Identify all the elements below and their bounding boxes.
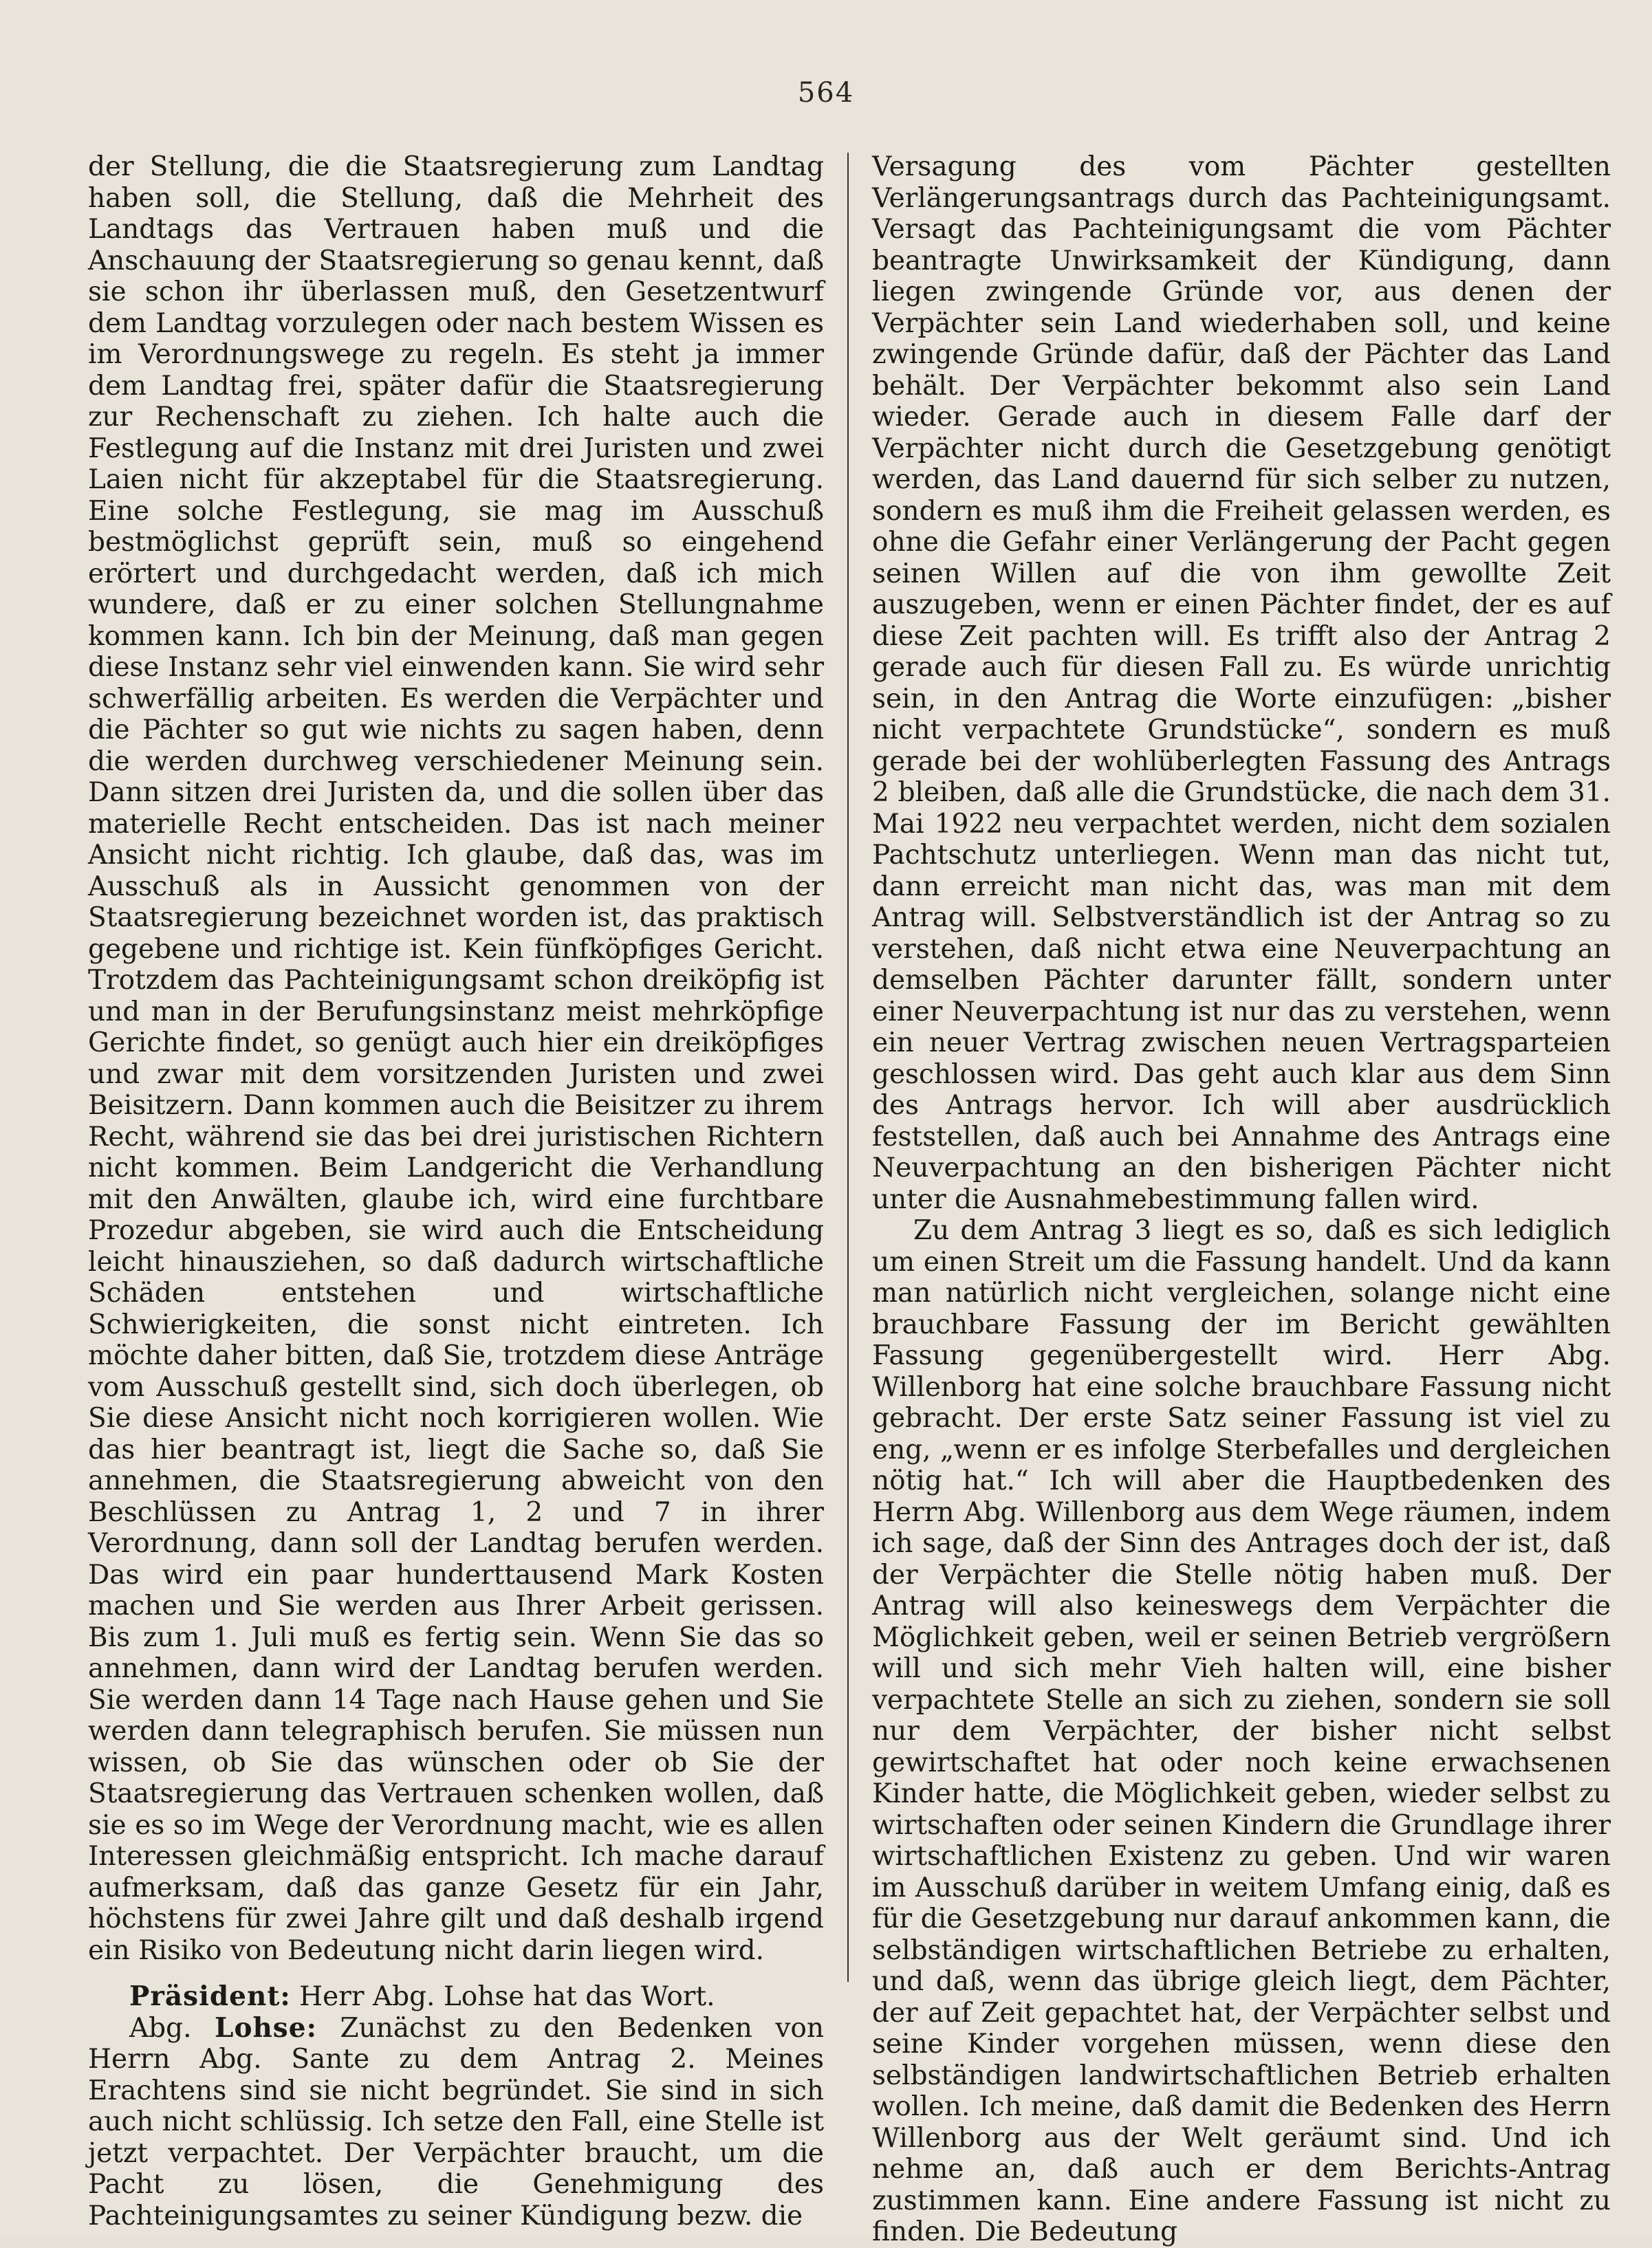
paragraph-text: Zunächst zu den Bedenken von Herrn Abg. Sante zu dem Antrag 2. Meines Erachtens sind sie nicht begründet. Sie sind in sich auch nicht schlüssig. Ich setze den Fall, eine Stelle ist jetzt verpachtet. Der Verpächter braucht, um die Pacht zu lösen, die Genehmigung des Pachteinigungsamtes zu seiner Kündigung bezw. die: [88, 2012, 824, 2231]
speaker-paragraph: [88, 2013, 824, 2232]
speaker-name: Lohse:: [215, 2011, 317, 2044]
page-number: 564: [797, 77, 855, 109]
right-column: [872, 151, 1611, 2247]
left-column: [88, 151, 824, 2231]
paragraph-text: Herr Abg. Lohse hat das Wort.: [290, 1981, 715, 2012]
paragraph: der Stellung, die die Staatsregierung zum Landtag haben soll, die Stellung, daß die Mehrheit des Landtags das Vertrauen haben muß und die Anschauung der Staatsregierung so genau kennt, daß sie schon ihr überlassen muß, den Gesetzentwurf dem Landtag vorzulegen oder nach bestem Wissen es im Verordnungswege zu regeln. Es steht ja immer dem Landtag frei, später dafür die Staatsregierung zur Rechenschaft zu ziehen. Ich halte auch die Festlegung auf die Instanz mit drei Juristen und zwei Laien nicht für akzeptabel für die Staatsregierung. Eine solche Festlegung, sie mag im Ausschuß bestmöglichst geprüft sein, muß so eingehend erörtert und durchgedacht werden, daß ich mich wundere, daß er zu einer solchen Stellungnahme kommen kann. Ich bin der Meinung, daß man gegen diese Instanz sehr viel einwenden kann. Sie wird sehr schwerfällig arbeiten. Es werden die Verpächter und die Pächter so gut wie nichts zu sagen haben, denn die werden durchweg verschiedener Meinung sein. Dann sitzen drei Juristen da, und die sollen über das materielle Recht entscheiden. Das ist nach meiner Ansicht nicht richtig. Ich glaube, daß das, was im Ausschuß als in Aussicht genommen von der Staatsregierung bezeichnet worden ist, das praktisch gegebene und richtige ist. Kein fünfköpfiges Gericht. Trotzdem das Pachteinigungsamt schon dreiköpfig ist und man in der Berufungsinstanz meist mehrköpfige Gerichte findet, so genügt auch hier ein dreiköpfiges und zwar mit dem vorsitzenden Juristen und zwei Beisitzern. Dann kommen auch die Beisitzer zu ihrem Recht, während sie das bei drei juristischen Richtern nicht kommen. Beim Landgericht die Verhandlung mit den Anwälten, glaube ich, wird eine furchtbare Prozedur abgeben, sie wird auch die Entscheidung leicht hinausziehen, so daß dadurch wirtschaftliche Schäden entstehen und wirtschaftliche Schwierigkeiten, die sonst nicht eintreten. Ich möchte daher bitten, daß Sie, trotzdem diese Anträge vom Ausschuß gestellt sind, sich doch überlegen, ob Sie diese Ansicht nicht noch korrigieren wollen. Wie das hier beantragt ist, liegt die Sache so, daß Sie annehmen, die Staatsregierung abweicht von den Beschlüssen zu Antrag 1, 2 und 7 in ihrer Verordnung, dann soll der Landtag berufen werden. Das wird ein paar hunderttausend Mark Kosten machen und Sie werden aus Ihrer Arbeit gerissen. Bis zum 1. Juli muß es fertig sein. Wenn Sie das so annehmen, dann wird der Landtag berufen werden. Sie werden dann 14 Tage nach Hause gehen und Sie werden dann telegraphisch berufen. Sie müssen nun wissen, ob Sie das wünschen oder ob Sie der Staatsregierung das Vertrauen schenken wollen, daß sie es so im Wege der Verordnung macht, wie es allen Interessen gleichmäßig entspricht. Ich mache darauf aufmerksam, daß das ganze Gesetz für ein Jahr, höchstens für zwei Jahre gilt und daß deshalb irgend ein Risiko von Bedeutung nicht darin liegen wird.: [88, 151, 824, 1966]
paragraph: Versagung des vom Pächter gestellten Verlängerungsantrags durch das Pachteinigungsamt. Versagt das Pachteinigungsamt die vom Pächter beantragte Unwirksamkeit der Kündigung, dann liegen zwingende Gründe vor, aus denen der Verpächter sein Land wiederhaben soll, und keine zwingende Gründe dafür, daß der Pächter das Land behält. Der Verpächter bekommt also sein Land wieder. Gerade auch in diesem Falle darf der Verpächter nicht durch die Gesetzgebung genötigt werden, das Land dauernd für sich selber zu nutzen, sondern es muß ihm die Freiheit gelassen werden, es ohne die Gefahr einer Verlängerung der Pacht gegen seinen Willen auf die von ihm gewollte Zeit auszugeben, wenn er einen Pächter findet, der es auf diese Zeit pachten will. Es trifft also der Antrag 2 gerade auch für diesen Fall zu. Es würde unrichtig sein, in den Antrag die Worte einzufügen: „bisher nicht verpachtete Grundstücke“, sondern es muß gerade bei der wohlüberlegten Fassung des Antrags 2 bleiben, daß alle die Grundstücke, die nach dem 31. Mai 1922 neu verpachtet werden, nicht dem sozialen Pachtschutz unterliegen. Wenn man das nicht tut, dann erreicht man nicht das, was man mit dem Antrag will. Selbstverständlich ist der Antrag so zu verstehen, daß nicht etwa eine Neuverpachtung an demselben Pächter darunter fällt, sondern unter einer Neuverpachtung ist nur das zu verstehen, wenn ein neuer Vertrag zwischen neuen Vertragsparteien geschlossen wird. Das geht auch klar aus dem Sinn des Antrags hervor. Ich will aber ausdrücklich feststellen, daß auch bei Annahme des Antrags eine Neuverpachtung an den bisherigen Pächter nicht unter die Ausnahmebestimmung fallen wird.: [872, 151, 1611, 1215]
speaker-paragraph: [88, 1981, 824, 2013]
speaker-prefix: Abg.: [129, 2012, 215, 2044]
speaker-name: Präsident:: [129, 1980, 291, 2012]
paragraph: Zu dem Antrag 3 liegt es so, daß es sich lediglich um einen Streit um die Fassung handelt. Und da kann man natürlich nicht vergleichen, solange nicht eine brauchbare Fassung der im Bericht gewählten Fassung gegenübergestellt wird. Herr Abg. Willenborg hat eine solche brauchbare Fassung nicht gebracht. Der erste Satz seiner Fassung ist viel zu eng, „wenn er es infolge Sterbefalles und dergleichen nötig hat.“ Ich will aber die Hauptbedenken des Herrn Abg. Willenborg aus dem Wege räumen, indem ich sage, daß der Sinn des Antrages doch der ist, daß der Verpächter die Stelle nötig haben muß. Der Antrag will also keineswegs dem Verpächter die Möglichkeit geben, weil er seinen Betrieb vergrößern will und sich mehr Vieh halten will, eine bisher verpachtete Stelle an sich zu ziehen, sondern sie soll nur dem Verpächter, der bisher nicht selbst gewirtschaftet hat oder noch keine erwachsenen Kinder hatte, die Möglichkeit geben, wieder selbst zu wirtschaften oder seinen Kindern die Grundlage ihrer wirtschaftlichen Existenz zu geben. Und wir waren im Ausschuß darüber in weitem Umfang einig, daß es für die Gesetzgebung nur darauf ankommen kann, die selbständigen wirtschaftlichen Betriebe zu erhalten, und daß, wenn das übrige gleich liegt, dem Pächter, der auf Zeit gepachtet hat, der Verpächter selbst und seine Kinder vorgehen müssen, wenn diese den selbständigen landwirtschaftlichen Betrieb erhalten wollen. Ich meine, daß damit die Bedenken des Herrn Willenborg aus der Welt geräumt sind. Und ich nehme an, daß auch er dem Berichts-Antrag zustimmen kann. Eine andere Fassung ist nicht zu finden. Die Bedeutung: [872, 1215, 1611, 2247]
column-divider: [847, 153, 849, 1982]
